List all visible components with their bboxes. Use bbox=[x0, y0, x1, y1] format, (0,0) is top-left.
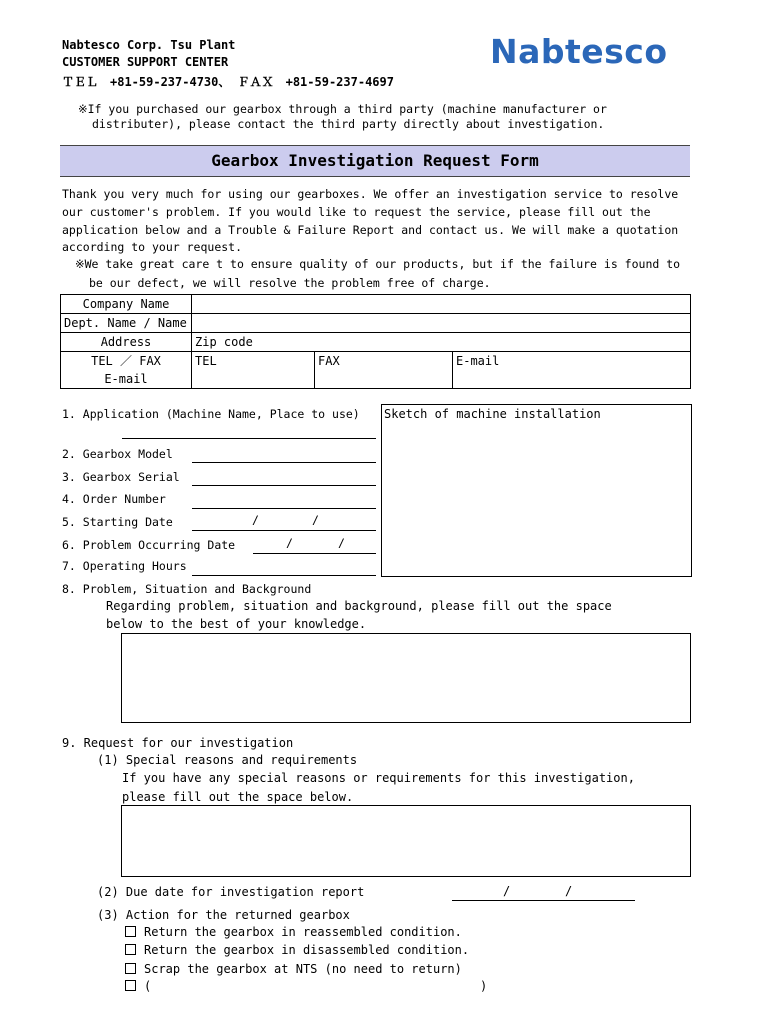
due-date-slash-1: / bbox=[503, 884, 511, 898]
item-9-3-label: (3) Action for the returned gearbox bbox=[97, 908, 350, 922]
intro-line-1: Thank you very much for using our gearboxes. We offer an investigation service to resolve bbox=[62, 187, 679, 201]
company-name-field[interactable] bbox=[192, 295, 691, 314]
form-title: Gearbox Investigation Request Form bbox=[60, 145, 690, 177]
starting-date-slash-2: / bbox=[312, 513, 319, 527]
problem-description-box[interactable] bbox=[121, 633, 691, 723]
option-reassembled-label: Return the gearbox in reassembled condition. bbox=[144, 925, 462, 939]
third-party-note-1: ※If you purchased our gearbox through a third party (machine manufacturer or bbox=[78, 102, 607, 116]
contact-line: ＴＥＬ +81-59-237-4730、 ＦＡＸ +81-59-237-4697 bbox=[62, 75, 394, 89]
item-5-label: 5. Starting Date bbox=[62, 515, 173, 529]
other-close-paren: ) bbox=[480, 979, 488, 993]
item-9-1-desc-2: please fill out the space below. bbox=[122, 790, 354, 804]
gearbox-model-field[interactable] bbox=[192, 462, 376, 463]
option-other[interactable] bbox=[125, 979, 151, 993]
email-field[interactable] bbox=[453, 352, 691, 389]
starting-date-field[interactable] bbox=[192, 530, 376, 531]
item-4-label: 4. Order Number bbox=[62, 492, 166, 506]
item-3-label: 3. Gearbox Serial bbox=[62, 470, 180, 484]
intro-line-6: be our defect, we will resolve the problem free of charge. bbox=[89, 276, 491, 290]
tel-label: TEL bbox=[195, 354, 217, 368]
option-disassembled-label: Return the gearbox in disassembled condition. bbox=[144, 943, 470, 957]
item-6-label: 6. Problem Occurring Date bbox=[62, 538, 236, 552]
sketch-label: Sketch of machine installation bbox=[384, 407, 601, 421]
option-scrap-label: Scrap the gearbox at NTS (no need to return) bbox=[144, 962, 462, 976]
intro-line-2: our customer's problem. If you would like to request the service, please fill out the bbox=[62, 205, 651, 219]
item-9-1-desc-1: If you have any special reasons or requirements for this investigation, bbox=[122, 771, 635, 785]
problem-date-slash-1: / bbox=[286, 536, 293, 550]
operating-hours-field[interactable] bbox=[192, 575, 376, 576]
dept-name-field[interactable] bbox=[192, 314, 691, 333]
email-label: E-mail bbox=[456, 354, 500, 368]
fax-label: FAX bbox=[318, 354, 340, 368]
tel-fax-label bbox=[61, 352, 192, 389]
intro-line-3: application below and a Trouble & Failure Report and contact us. We will make a quotation bbox=[62, 223, 679, 237]
item-2-label: 2. Gearbox Model bbox=[62, 447, 173, 461]
fax-field[interactable] bbox=[315, 352, 453, 389]
support-center: CUSTOMER SUPPORT CENTER bbox=[62, 55, 229, 69]
due-date-field[interactable] bbox=[452, 900, 635, 901]
disassembled-checkbox[interactable] bbox=[125, 944, 136, 955]
item-1-label: 1. Application (Machine Name, Place to use) bbox=[62, 407, 360, 421]
reassembled-checkbox[interactable] bbox=[125, 926, 136, 937]
customer-info-table bbox=[60, 294, 691, 389]
item-8-desc-1: Regarding problem, situation and background, please fill out the space bbox=[106, 599, 612, 613]
sketch-box[interactable] bbox=[381, 404, 692, 577]
tel-field[interactable] bbox=[192, 352, 315, 389]
item-9-1-label: (1) Special reasons and requirements bbox=[97, 753, 358, 767]
item-9-2-label: (2) Due date for investigation report bbox=[97, 885, 365, 899]
scrap-checkbox[interactable] bbox=[125, 963, 136, 974]
address-field[interactable] bbox=[192, 333, 691, 352]
zip-code-label: Zip code bbox=[195, 335, 253, 349]
option-reassembled[interactable] bbox=[125, 925, 462, 939]
application-field[interactable] bbox=[122, 438, 376, 439]
option-scrap[interactable] bbox=[125, 962, 462, 976]
due-date-slash-2: / bbox=[565, 884, 573, 898]
item-7-label: 7. Operating Hours bbox=[62, 559, 187, 573]
other-checkbox[interactable] bbox=[125, 980, 136, 991]
third-party-note-2: distributer), please contact the third party directly about investigation. bbox=[92, 117, 605, 131]
order-number-field[interactable] bbox=[192, 508, 376, 509]
option-disassembled[interactable] bbox=[125, 943, 469, 957]
gearbox-serial-field[interactable] bbox=[192, 485, 376, 486]
nabtesco-logo: Nabtesco bbox=[490, 32, 668, 71]
problem-date-slash-2: / bbox=[338, 536, 345, 550]
problem-date-field[interactable] bbox=[253, 553, 376, 554]
tel-fax-label-text: TEL ／ FAX bbox=[91, 354, 161, 368]
other-open-paren: ( bbox=[144, 979, 152, 993]
address-label: Address bbox=[61, 333, 192, 352]
special-requirements-box[interactable] bbox=[121, 805, 691, 877]
item-8-label: 8. Problem, Situation and Background bbox=[62, 582, 312, 596]
item-8-desc-2: below to the best of your knowledge. bbox=[106, 617, 367, 631]
dept-name-label: Dept. Name / Name bbox=[61, 314, 192, 333]
company-name-label: Company Name bbox=[61, 295, 192, 314]
email-label-text: E-mail bbox=[104, 372, 148, 386]
item-9-label: 9. Request for our investigation bbox=[62, 736, 294, 750]
intro-line-4: according to your request. bbox=[62, 240, 243, 254]
company-name: Nabtesco Corp. Tsu Plant bbox=[62, 38, 236, 52]
intro-line-5: ※We take great care t to ensure quality of our products, but if the failure is found to bbox=[75, 257, 681, 271]
starting-date-slash-1: / bbox=[252, 513, 259, 527]
